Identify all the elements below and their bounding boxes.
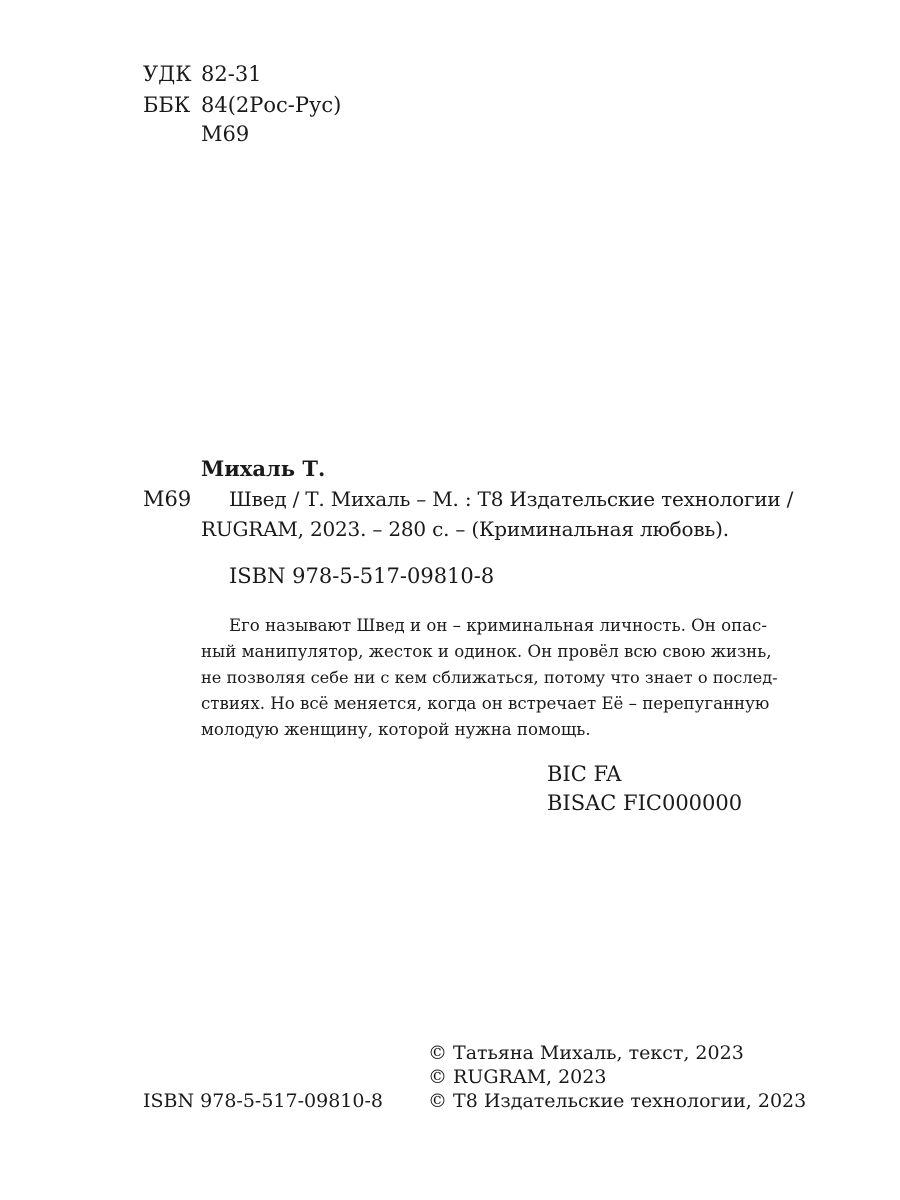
- bisac-code: BISAC FIC000000: [547, 791, 743, 815]
- copyright-rugram: © RUGRAM, 2023: [428, 1066, 607, 1088]
- annotation-line-3: не позволяя себе ни с кем сближаться, потому что знает о послед-: [201, 668, 778, 687]
- annotation: [201, 613, 778, 743]
- bic-code: BIC FA: [547, 762, 622, 786]
- author-mark: М69: [201, 122, 250, 146]
- udk-label: УДК: [143, 62, 192, 86]
- bbk-value: 84(2Рос-Рус): [201, 93, 342, 117]
- annotation-line-4: ствиях. Но всё меняется, когда он встречает Её – перепуганную: [201, 694, 770, 713]
- copyright-t8: © Т8 Издательские технологии, 2023: [428, 1090, 807, 1112]
- footer-isbn: ISBN 978-5-517-09810-8: [143, 1090, 383, 1112]
- udk-value: 82-31: [201, 62, 262, 86]
- author-heading: Михаль Т.: [201, 456, 326, 481]
- copyright-author: © Татьяна Михаль, текст, 2023: [428, 1042, 744, 1064]
- bbk-label: ББК: [143, 93, 191, 117]
- record-isbn: ISBN 978-5-517-09810-8: [229, 564, 495, 588]
- annotation-line-5: молодую женщину, которой нужна помощь.: [201, 720, 591, 739]
- record-author-mark: М69: [143, 487, 192, 511]
- annotation-line-1: Его называют Швед и он – криминальная личность. Он опас-: [229, 616, 767, 635]
- annotation-line-2: ный манипулятор, жесток и одинок. Он провёл всю свою жизнь,: [201, 642, 772, 661]
- record-line-2: RUGRAM, 2023. – 280 с. – (Криминальная любовь).: [201, 517, 729, 541]
- record-line-1: Швед / Т. Михаль – М. : Т8 Издательские технологии /: [229, 487, 794, 511]
